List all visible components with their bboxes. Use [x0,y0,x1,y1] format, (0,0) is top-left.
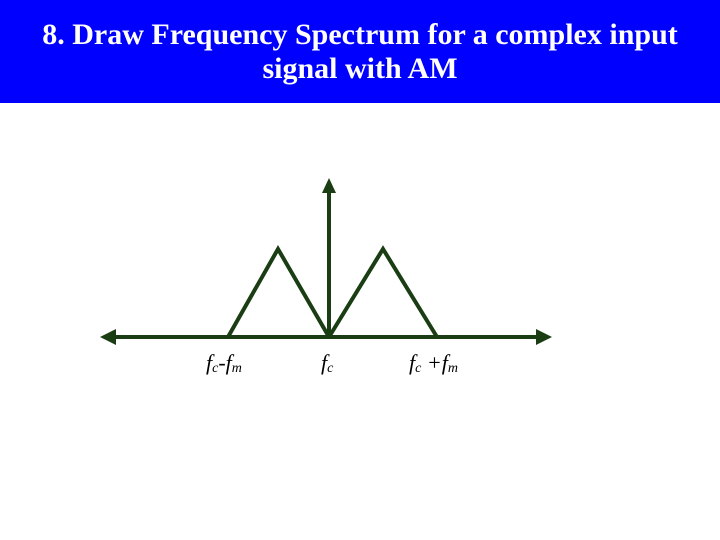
label-sub-m: m [231,361,242,376]
label-upper-sideband [409,350,458,377]
title-line-2: signal with AM [262,52,458,85]
label-sub-c: c [415,361,422,376]
axis-left-arrowhead [100,329,116,345]
label-minus: - [218,350,226,375]
lower-sideband [228,249,329,337]
label-lower-sideband [206,350,242,377]
label-sub-m: m [447,361,458,376]
label-sub-c: c [212,361,219,376]
label-f: f [409,350,416,375]
carrier-arrowhead [322,178,336,193]
label-carrier [321,350,333,377]
label-sub-c: c [327,361,334,376]
label-f: f [206,350,213,375]
label-plus: + [421,350,442,375]
label-f: f [441,350,448,375]
label-f: f [321,350,328,375]
title-line-1: 8. Draw Frequency Spectrum for a complex input [42,18,678,51]
upper-sideband [329,249,437,337]
axis-right-arrowhead [536,329,552,345]
label-f: f [225,350,232,375]
